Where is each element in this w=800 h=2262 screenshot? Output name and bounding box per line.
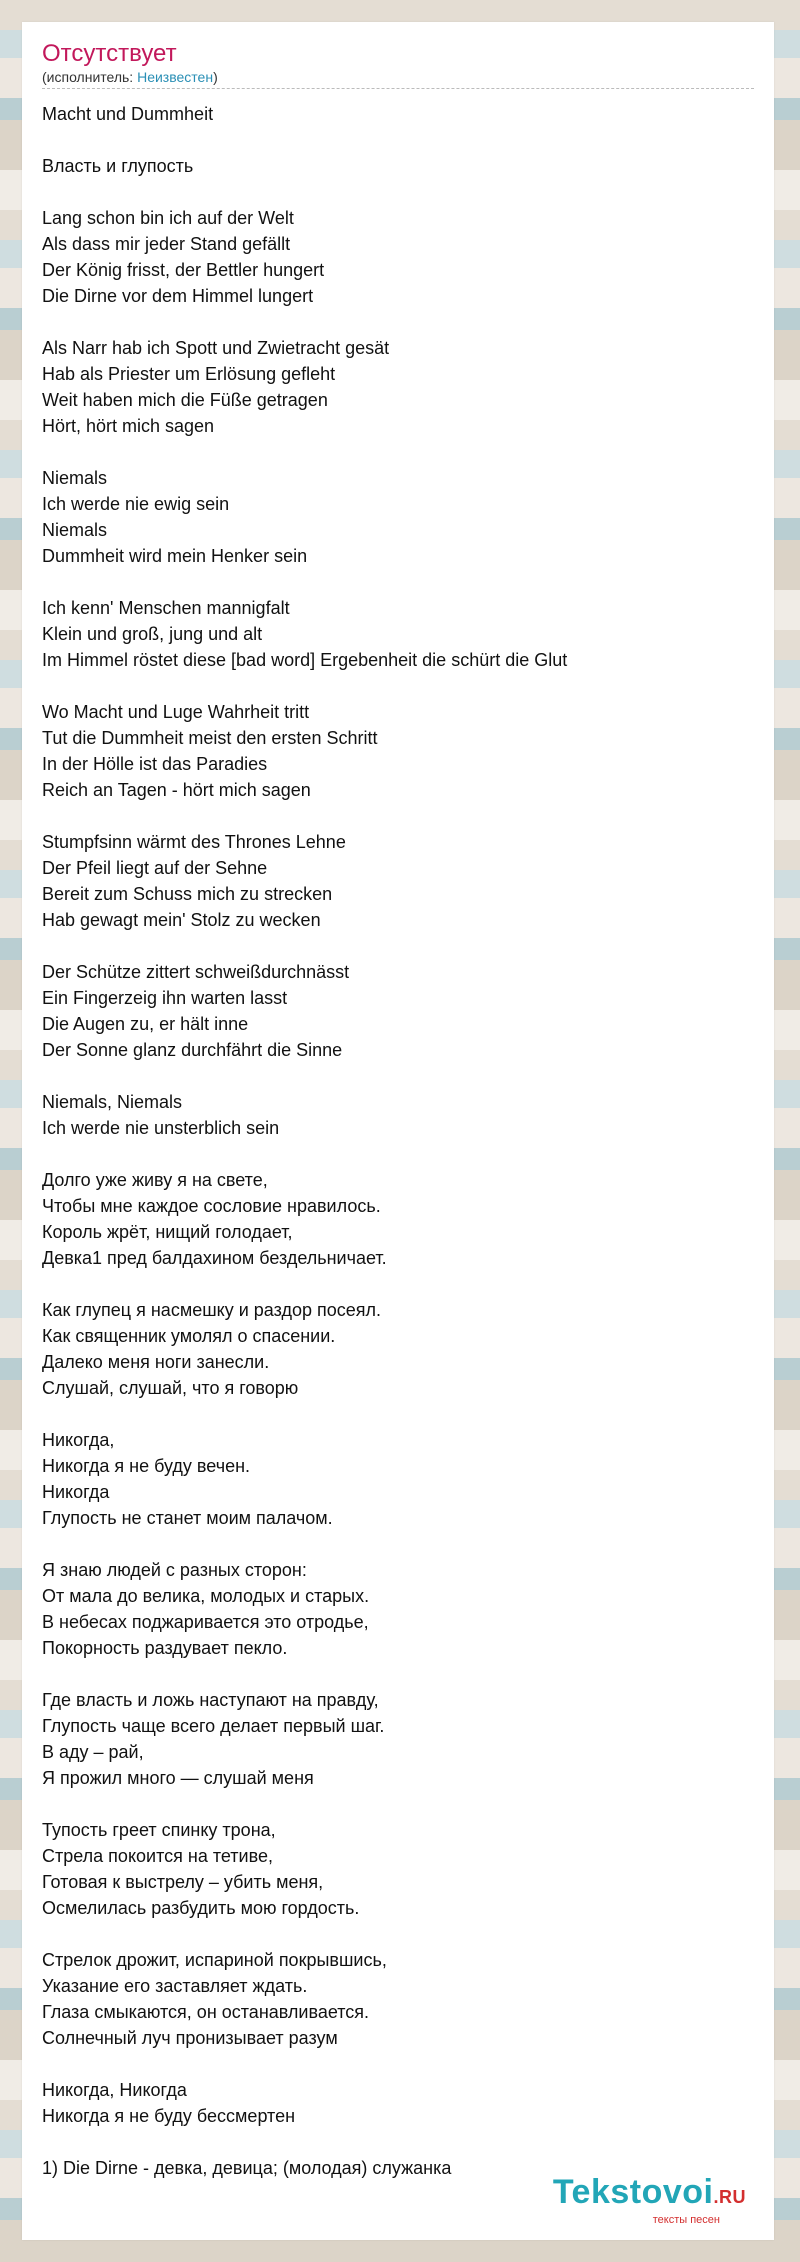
lyrics-stanza: Стрелок дрожит, испариной покрывшись, Указание его заставляет ждать. Глаза смыкаются, он останавливается. Солнечный луч пронизывает разум xyxy=(42,1950,387,2048)
artist-prefix: (исполнитель: xyxy=(42,69,138,85)
lyrics-stanza: Никогда, Никогда Никогда я не буду бессмертен xyxy=(42,2080,296,2126)
logo-tld: .RU xyxy=(713,2187,746,2207)
artist-line xyxy=(42,68,754,89)
lyrics-stanza: Тупость греет спинку трона, Стрела покоится на тетиве, Готовая к выстрелу – убить меня, Осмелилась разбудить мою гордость. xyxy=(42,1820,360,1918)
artist-suffix: ) xyxy=(213,69,218,85)
lyrics-stanza: Niemals, Niemals Ich werde nie unsterblich sein xyxy=(42,1092,280,1138)
lyrics-text xyxy=(42,101,754,2181)
logo-wordmark xyxy=(553,2175,746,2214)
lyrics-card xyxy=(22,22,774,2240)
lyrics-stanza: Wo Macht und Luge Wahrheit tritt Tut die Dummheit meist den ersten Schritt In der Hölle ist das Paradies Reich an Tagen - hört mich sagen xyxy=(42,702,378,800)
artist-link[interactable]: Неизвестен xyxy=(137,69,214,85)
lyrics-stanza: 1) Die Dirne - девка, девица; (молодая) служанка xyxy=(42,2158,452,2178)
lyrics-stanza: Никогда, Никогда я не буду вечен. Никогда Глупость не станет моим палачом. xyxy=(42,1430,333,1528)
lyrics-stanza: Macht und Dummheit xyxy=(42,104,214,124)
lyrics-stanza: Власть и глупость xyxy=(42,156,194,176)
lyrics-stanza: Als Narr hab ich Spott und Zwietracht gesät Hab als Priester um Erlösung gefleht Weit haben mich die Füße getragen Hört, hört mich sagen xyxy=(42,338,390,436)
lyrics-stanza: Niemals Ich werde nie ewig sein Niemals Dummheit wird mein Henker sein xyxy=(42,468,308,566)
song-title: Отсутствует xyxy=(42,40,177,67)
logo-tagline: тексты песен xyxy=(652,2214,720,2226)
lyrics-stanza: Где власть и ложь наступают на правду, Глупость чаще всего делает первый шаг. В аду – рай, Я прожил много — слушай меня xyxy=(42,1690,385,1788)
lyrics-stanza: Ich kenn' Menschen mannigfalt Klein und groß, jung und alt Im Himmel röstet diese [bad word] Ergebenheit die schürt die Glut xyxy=(42,598,568,670)
lyrics-stanza: Der Schütze zittert schweißdurchnässt Ein Fingerzeig ihn warten lasst Die Augen zu, er hält inne Der Sonne glanz durchfährt die Sinne xyxy=(42,962,350,1060)
lyrics-stanza: Долго уже живу я на свете, Чтобы мне каждое сословие нравилось. Король жрёт, нищий голодает, Девка1 пред балдахином бездельничает. xyxy=(42,1170,387,1268)
lyrics-stanza: Как глупец я насмешку и раздор посеял. Как священник умолял о спасении. Далеко меня ноги занесли. Слушай, слушай, что я говорю xyxy=(42,1300,381,1398)
logo-name: Tekstovoi xyxy=(552,2173,714,2211)
lyrics-stanza: Stumpfsinn wärmt des Thrones Lehne Der Pfeil liegt auf der Sehne Bereit zum Schuss mich zu strecken Hab gewagt mein' Stolz zu wecken xyxy=(42,832,346,930)
lyrics-stanza: Я знаю людей с разных сторон: От мала до велика, молодых и старых. В небесах поджаривается это отродье, Покорность раздувает пекло. xyxy=(42,1560,370,1658)
site-logo[interactable] xyxy=(553,2175,746,2226)
lyrics-stanza: Lang schon bin ich auf der Welt Als dass mir jeder Stand gefällt Der König frisst, der Bettler hungert Die Dirne vor dem Himmel lungert xyxy=(42,208,325,306)
